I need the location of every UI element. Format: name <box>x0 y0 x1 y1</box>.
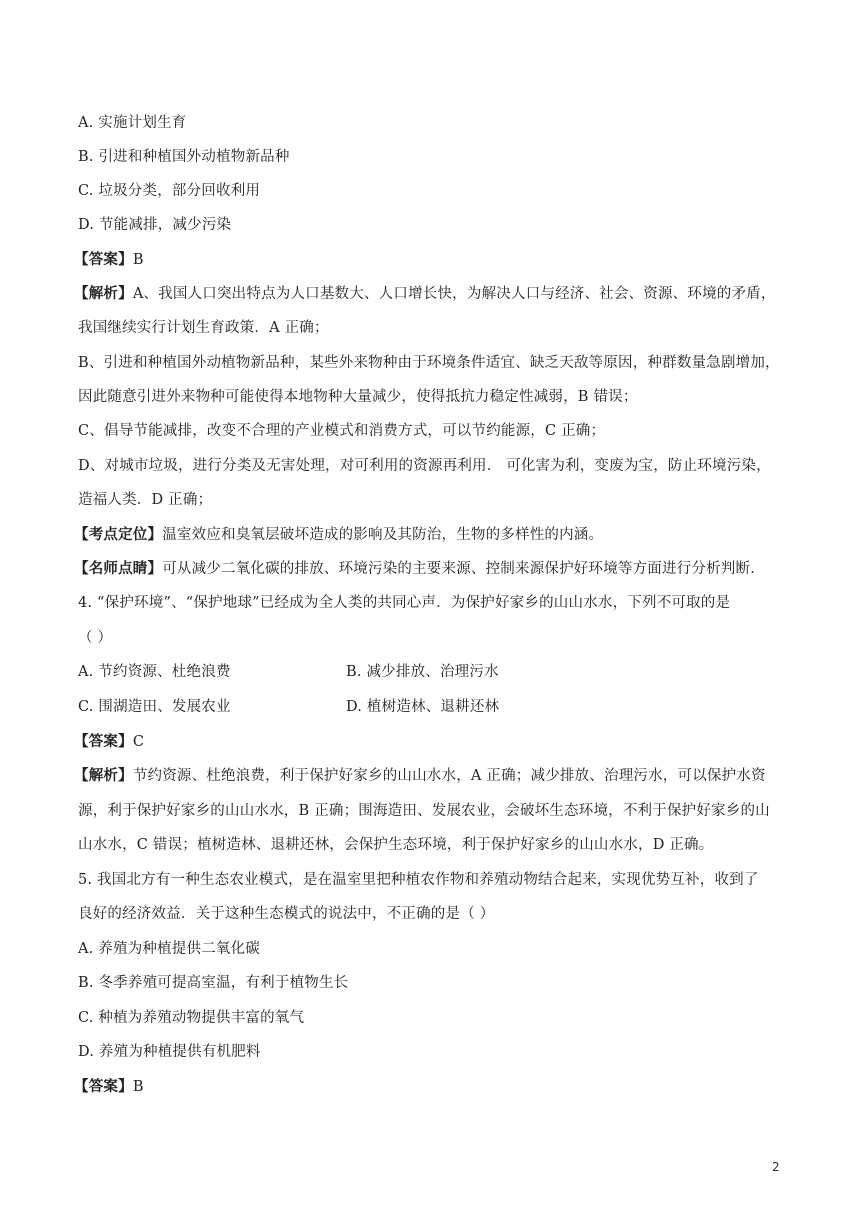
q3-option-d: D. 节能减排，减少污染 <box>78 217 232 233</box>
q5-option-b: B. 冬季养殖可提高室温，有利于植物生长 <box>78 975 349 991</box>
q3-analysis-line-1: 【解析】A、我国人口突出特点为人口基数大、人口增长快，为解决人口与经济、社会、资源、环境的矛盾， <box>74 285 776 302</box>
q4-stem-line-1: 4. “保护环境”、“保护地球”已经成为全人类的共同心声．为保护好家乡的山山水水，下列不可取的是 <box>78 595 731 611</box>
q5-stem-line-2: 良好的经济效益．关于这种生态模式的说法中，不正确的是（ ） <box>78 906 495 922</box>
q4-option-a: A. 节约资源、杜绝浪费 <box>78 664 231 680</box>
q3-mingshi: 【名师点睛】可从减少二氧化碳的排放、环境污染的主要来源、控制来源保护好环境等方面进行分析判断． <box>74 560 765 577</box>
answer-tag: 【答案】 <box>74 1078 133 1095</box>
q3-option-b: B. 引进和种植国外动植物新品种 <box>78 149 290 165</box>
q5-option-d: D. 养殖为种植提供有机肥料 <box>78 1044 261 1060</box>
q4-options-row-2 <box>78 697 500 717</box>
q3-kaodian: 【考点定位】温室效应和臭氧层破坏造成的影响及其防治，生物的多样性的内涵。 <box>74 526 604 543</box>
analysis-tag: 【解析】 <box>74 285 133 302</box>
answer-value: B <box>132 1079 144 1095</box>
q4-stem-line-2: （ ） <box>78 630 113 646</box>
q3-analysis-line-2: 我国继续实行计划生育政策．A 正确； <box>78 320 329 336</box>
q5-option-c: C. 种植为养殖动物提供丰富的氧气 <box>78 1010 305 1026</box>
analysis-tag: 【解析】 <box>74 767 133 784</box>
q3-analysis-line-4: 因此随意引进外来物种可能使得本地物种大量减少，使得抵抗力稳定性减弱，B 错误； <box>78 389 638 405</box>
q3-analysis-line-5: C、倡导节能减排，改变不合理的产业模式和消费方式，可以节约能源，C 正确； <box>78 423 606 439</box>
kaodian-tag: 【考点定位】 <box>74 526 163 543</box>
q4-options-row-1 <box>78 662 499 682</box>
q4-analysis-line-1: 【解析】节约资源、杜绝浪费，利于保护好家乡的山山水水，A 正确；减少排放、治理污水，可以保护水资 <box>74 767 766 784</box>
q3-analysis-line-3: B、引进和种植国外动植物新品种，某些外来物种由于环境条件适宜、缺乏天敌等原因，种群数量急剧增加， <box>78 355 780 371</box>
q3-answer <box>74 250 144 270</box>
q4-option-c: C. 围湖造田、发展农业 <box>78 699 231 715</box>
q3-analysis-line-6: D、对城市垃圾，进行分类及无害处理，对可利用的资源再利用． 可化害为利，变废为宝，防止环境污染， <box>78 458 771 474</box>
q5-stem-line-1: 5. 我国北方有一种生态农业模式，是在温室里把种植农作物和养殖动物结合起来，实现优势互补，收到了 <box>78 872 759 888</box>
answer-value: C <box>132 734 145 750</box>
q3-analysis-line-7: 造福人类．D 正确； <box>78 492 213 508</box>
answer-tag: 【答案】 <box>74 251 133 268</box>
q5-answer <box>74 1077 144 1097</box>
q3-option-a: A. 实施计划生育 <box>78 115 187 131</box>
answer-value: B <box>132 252 144 268</box>
q3-option-c: C. 垃圾分类，部分回收利用 <box>78 183 261 199</box>
q4-answer <box>74 732 144 752</box>
answer-tag: 【答案】 <box>74 733 133 750</box>
q5-option-a: A. 养殖为种植提供二氧化碳 <box>78 941 260 957</box>
mingshi-tag: 【名师点睛】 <box>74 560 163 577</box>
page-number: 2 <box>772 1160 780 1174</box>
q4-option-b: B. 减少排放、治理污水 <box>346 664 499 680</box>
q4-analysis-line-2: 源，利于保护好家乡的山山水水，B 正确；围海造田、发展农业，会破坏生态环境，不利于保护好家乡的山 <box>78 803 770 819</box>
q4-analysis-line-3: 山水水，C 错误；植树造林、退耕还林，会保护生态环境，利于保护好家乡的山山水水，D 正确。 <box>78 837 714 853</box>
q4-option-d: D. 植树造林、退耕还林 <box>346 699 500 715</box>
